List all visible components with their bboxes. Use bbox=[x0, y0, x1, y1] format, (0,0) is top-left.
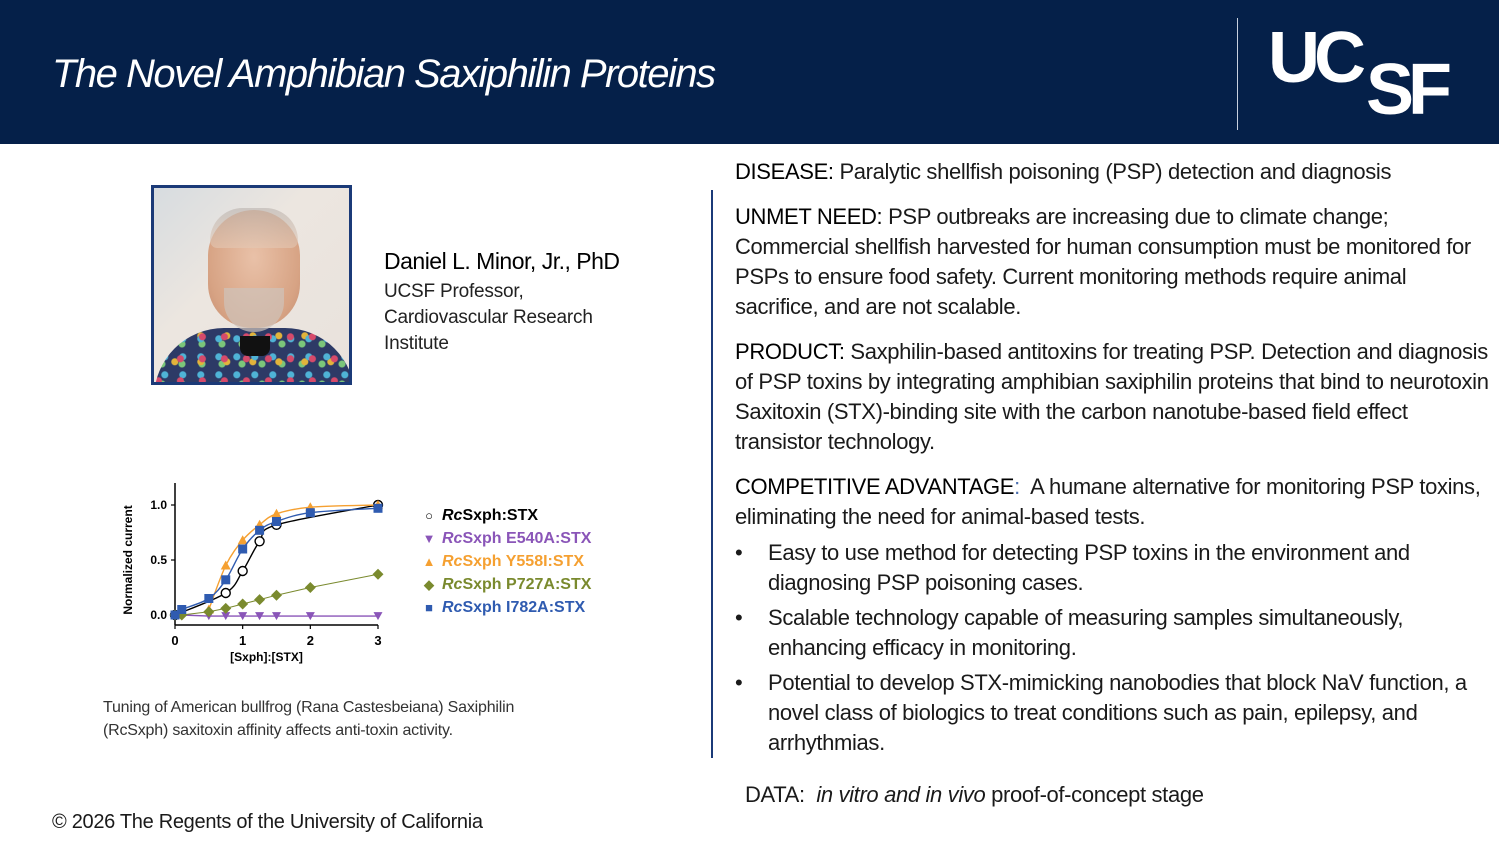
profile-role-line: Institute bbox=[384, 333, 449, 354]
logo-uc: UC bbox=[1268, 18, 1360, 98]
data-point bbox=[204, 594, 213, 603]
legend-marker-icon: ○ bbox=[425, 508, 433, 523]
chart-plot bbox=[110, 478, 410, 678]
legend-item bbox=[422, 504, 591, 527]
product-text: Saxphilin-based antitoxins for treating PSP. Detection and diagnosis of PSP toxins by integrating amphibian saxiphilin proteins that bind to neurotoxin Saxitoxin (STX)-binding site with the carbon nanotube-based field effect transistor technology. bbox=[735, 339, 1489, 454]
data-point bbox=[177, 605, 186, 614]
logo-divider bbox=[1237, 18, 1238, 130]
legend-label: RcSxph E540A:STX bbox=[442, 530, 592, 547]
chart-legend bbox=[422, 504, 591, 619]
content-column bbox=[735, 157, 1495, 763]
competitive-advantage-label: COMPETITIVE ADVANTAGE bbox=[735, 474, 1015, 499]
data-text: proof-of-concept stage bbox=[985, 782, 1204, 807]
binding-curve-chart bbox=[110, 478, 640, 678]
copyright-notice: © 2026 The Regents of the University of California bbox=[52, 811, 483, 833]
legend-label: RcSxph:STX bbox=[442, 507, 539, 524]
legend-label: RcSxph Y558I:STX bbox=[442, 553, 584, 570]
x-tick-label: 2 bbox=[306, 633, 314, 648]
data-point bbox=[254, 594, 265, 605]
legend-marker-icon: ◆ bbox=[424, 577, 434, 592]
caption-line: Tuning of American bullfrog (Rana Castesbeiana) Saxiphilin bbox=[103, 699, 515, 716]
x-axis-label: [Sxph]:[STX] bbox=[230, 650, 303, 664]
data-point bbox=[255, 526, 264, 535]
data-point bbox=[221, 561, 231, 570]
bullet-item: • Potential to develop STX-mimicking nanobodies that block NaV function, a novel class of biologics to treat conditions such as pain, epilepsy, and arrhythmias. bbox=[735, 668, 1495, 758]
data-point bbox=[238, 567, 247, 576]
data-point bbox=[373, 569, 384, 580]
data-point bbox=[271, 590, 282, 601]
unmet-need-label: UNMET NEED: bbox=[735, 204, 883, 229]
data-point bbox=[305, 582, 316, 593]
y-tick-label: 0.0 bbox=[150, 608, 167, 622]
profile-role bbox=[384, 279, 620, 357]
photo-collar bbox=[240, 336, 270, 356]
data-label: DATA: bbox=[745, 782, 805, 807]
legend-marker-icon: ■ bbox=[425, 600, 433, 615]
data-point bbox=[306, 508, 315, 517]
profile-role-line: Cardiovascular Research bbox=[384, 307, 593, 328]
disease-section bbox=[735, 157, 1495, 187]
legend-item bbox=[422, 550, 591, 573]
competitive-advantage-text: A humane alternative for monitoring PSP toxins, eliminating the need for animal-based tests. bbox=[735, 474, 1487, 529]
legend-label: RcSxph P727A:STX bbox=[442, 576, 592, 593]
legend-label: RcSxph I782A:STX bbox=[442, 599, 586, 616]
y-tick-label: 0.5 bbox=[150, 553, 167, 567]
ucsf-logo bbox=[1268, 18, 1478, 130]
photo-hair bbox=[210, 208, 298, 248]
legend-item bbox=[422, 596, 591, 619]
data-point bbox=[374, 504, 383, 513]
chart-caption bbox=[103, 696, 514, 742]
competitive-advantage-colon: : bbox=[1014, 474, 1020, 499]
logo-sf: SF bbox=[1366, 50, 1447, 130]
profile-name: Daniel L. Minor, Jr., PhD bbox=[384, 248, 620, 274]
data-point bbox=[221, 589, 230, 598]
legend-item bbox=[422, 527, 591, 550]
competitive-advantage-section bbox=[735, 472, 1495, 532]
y-axis-label: Normalized current bbox=[121, 505, 135, 615]
disease-text: Paralytic shellfish poisoning (PSP) detection and diagnosis bbox=[833, 159, 1392, 184]
data-point bbox=[221, 575, 230, 584]
data-italic: in vitro and in vivo bbox=[816, 782, 986, 807]
product-section bbox=[735, 337, 1495, 457]
unmet-need-text: PSP outbreaks are increasing due to climate change; Commercial shellfish harvested for human consumption must be monitored for PSPs to ensure food safety. Current monitoring methods require animal sacrifice, and are not scalable. bbox=[735, 204, 1471, 319]
data-point bbox=[237, 599, 248, 610]
x-tick-label: 1 bbox=[239, 633, 247, 648]
profile-role-line: UCSF Professor, bbox=[384, 281, 524, 302]
profile-info bbox=[384, 248, 620, 357]
x-tick-label: 0 bbox=[171, 633, 179, 648]
data-point bbox=[255, 537, 264, 546]
unmet-need-section bbox=[735, 202, 1495, 322]
caption-line: (RcSxph) saxitoxin affinity affects anti-toxin activity. bbox=[103, 722, 453, 739]
slide-title: The Novel Amphibian Saxiphilin Proteins bbox=[52, 52, 715, 96]
product-label: PRODUCT: bbox=[735, 339, 845, 364]
legend-marker-icon: ▲ bbox=[422, 554, 436, 569]
legend-marker-icon: ▼ bbox=[422, 531, 436, 546]
disease-label: DISEASE: bbox=[735, 159, 834, 184]
column-divider bbox=[711, 190, 713, 758]
advantage-bullets bbox=[735, 538, 1495, 758]
profile-photo bbox=[151, 185, 352, 385]
bullet-item: • Easy to use method for detecting PSP toxins in the environment and diagnosing PSP poisoning cases. bbox=[735, 538, 1495, 598]
y-tick-label: 1.0 bbox=[150, 498, 167, 512]
data-point bbox=[272, 517, 281, 526]
slide-header bbox=[0, 0, 1499, 144]
data-section bbox=[745, 782, 1204, 808]
legend-item bbox=[422, 573, 591, 596]
bullet-item: • Scalable technology capable of measuring samples simultaneously, enhancing efficacy in monitoring. bbox=[735, 603, 1495, 663]
x-tick-label: 3 bbox=[374, 633, 382, 648]
data-point bbox=[238, 545, 247, 554]
photo-beard bbox=[224, 288, 284, 332]
